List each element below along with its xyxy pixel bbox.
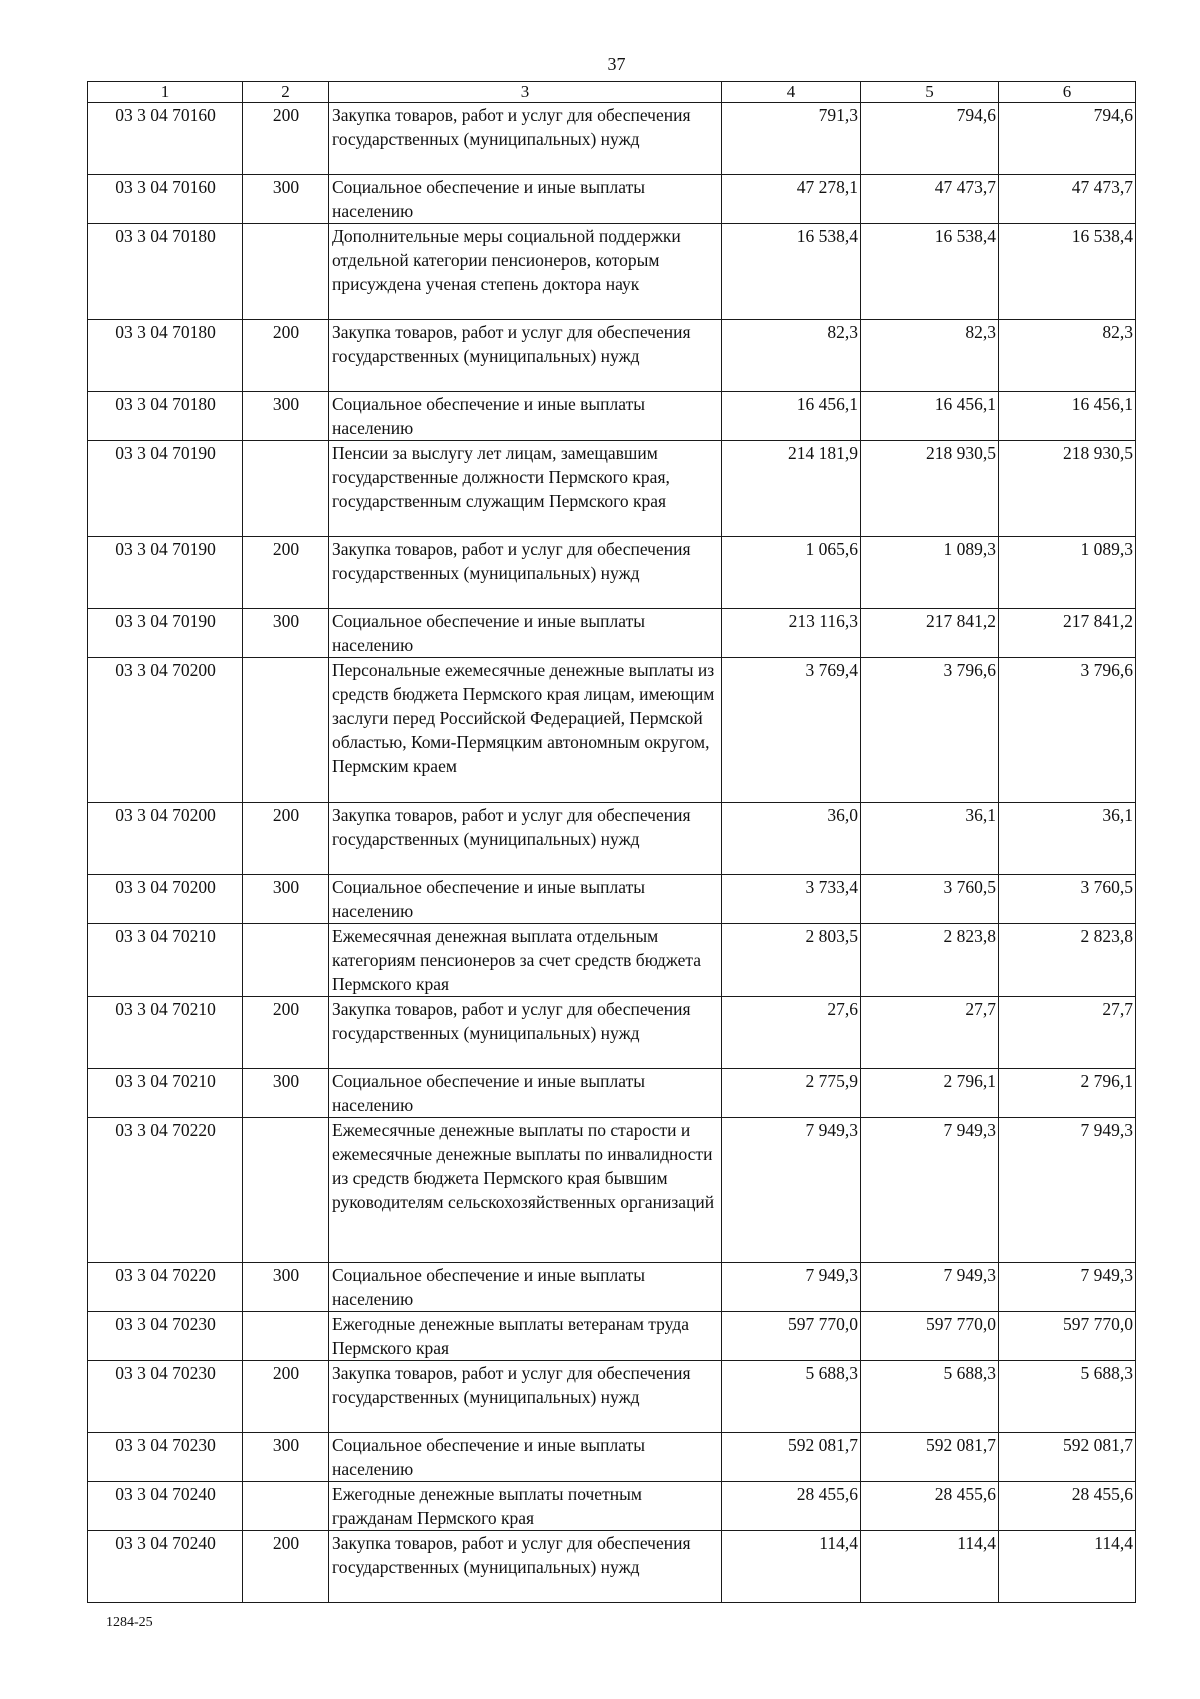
table-row bbox=[88, 1069, 1136, 1118]
cell-value-col4: 27,6 bbox=[722, 997, 861, 1069]
table-row bbox=[88, 175, 1136, 224]
cell-code: 03 3 04 70180 bbox=[88, 320, 243, 392]
cell-name: Социальное обеспечение и иные выплаты населению bbox=[329, 392, 722, 441]
table-row bbox=[88, 1312, 1136, 1361]
cell-name: Закупка товаров, работ и услуг для обеспечения государственных (муниципальных) нужд bbox=[329, 103, 722, 175]
cell-code: 03 3 04 70180 bbox=[88, 224, 243, 320]
cell-value-col6: 2 796,1 bbox=[999, 1069, 1136, 1118]
cell-name: Закупка товаров, работ и услуг для обеспечения государственных (муниципальных) нужд bbox=[329, 1361, 722, 1433]
cell-code: 03 3 04 70210 bbox=[88, 1069, 243, 1118]
cell-name: Ежегодные денежные выплаты почетным гражданам Пермского края bbox=[329, 1482, 722, 1531]
cell-value-col5: 2 823,8 bbox=[861, 924, 999, 997]
cell-type bbox=[243, 224, 329, 320]
table-body bbox=[88, 103, 1136, 1603]
cell-value-col5: 7 949,3 bbox=[861, 1118, 999, 1263]
cell-name: Персональные ежемесячные денежные выплаты из средств бюджета Пермского края лицам, имеющим заслуги перед Российской Федерацией, Пермской областью, Коми-Пермяцким автономным округом, Пермским краем bbox=[329, 658, 722, 803]
cell-value-col6: 28 455,6 bbox=[999, 1482, 1136, 1531]
cell-value-col5: 3 760,5 bbox=[861, 875, 999, 924]
cell-value-col6: 7 949,3 bbox=[999, 1118, 1136, 1263]
cell-code: 03 3 04 70200 bbox=[88, 875, 243, 924]
cell-code: 03 3 04 70160 bbox=[88, 175, 243, 224]
cell-code: 03 3 04 70210 bbox=[88, 997, 243, 1069]
cell-code: 03 3 04 70220 bbox=[88, 1118, 243, 1263]
table-row bbox=[88, 1361, 1136, 1433]
table-row bbox=[88, 1433, 1136, 1482]
table-row bbox=[88, 392, 1136, 441]
table-row bbox=[88, 441, 1136, 537]
cell-code: 03 3 04 70240 bbox=[88, 1531, 243, 1603]
table-row bbox=[88, 1531, 1136, 1603]
column-header-4: 4 bbox=[722, 82, 861, 103]
cell-value-col6: 47 473,7 bbox=[999, 175, 1136, 224]
cell-type: 300 bbox=[243, 875, 329, 924]
cell-type bbox=[243, 658, 329, 803]
cell-name: Социальное обеспечение и иные выплаты населению bbox=[329, 609, 722, 658]
cell-name: Социальное обеспечение и иные выплаты населению bbox=[329, 175, 722, 224]
cell-value-col5: 592 081,7 bbox=[861, 1433, 999, 1482]
cell-type: 300 bbox=[243, 175, 329, 224]
cell-type: 300 bbox=[243, 1263, 329, 1312]
cell-value-col5: 16 456,1 bbox=[861, 392, 999, 441]
budget-table bbox=[87, 81, 1136, 1603]
cell-name: Закупка товаров, работ и услуг для обеспечения государственных (муниципальных) нужд bbox=[329, 1531, 722, 1603]
table-row bbox=[88, 803, 1136, 875]
table-row bbox=[88, 320, 1136, 392]
cell-value-col5: 1 089,3 bbox=[861, 537, 999, 609]
table-row bbox=[88, 537, 1136, 609]
cell-value-col6: 597 770,0 bbox=[999, 1312, 1136, 1361]
cell-value-col4: 214 181,9 bbox=[722, 441, 861, 537]
cell-code: 03 3 04 70190 bbox=[88, 537, 243, 609]
cell-code: 03 3 04 70230 bbox=[88, 1361, 243, 1433]
cell-value-col6: 794,6 bbox=[999, 103, 1136, 175]
cell-value-col4: 1 065,6 bbox=[722, 537, 861, 609]
table-row bbox=[88, 924, 1136, 997]
cell-value-col5: 218 930,5 bbox=[861, 441, 999, 537]
cell-value-col4: 3 769,4 bbox=[722, 658, 861, 803]
cell-type bbox=[243, 1312, 329, 1361]
cell-type: 200 bbox=[243, 320, 329, 392]
cell-value-col4: 16 538,4 bbox=[722, 224, 861, 320]
cell-type: 300 bbox=[243, 392, 329, 441]
cell-value-col6: 217 841,2 bbox=[999, 609, 1136, 658]
cell-value-col4: 791,3 bbox=[722, 103, 861, 175]
table-row bbox=[88, 1263, 1136, 1312]
cell-value-col5: 16 538,4 bbox=[861, 224, 999, 320]
cell-value-col4: 36,0 bbox=[722, 803, 861, 875]
cell-type: 300 bbox=[243, 609, 329, 658]
cell-code: 03 3 04 70220 bbox=[88, 1263, 243, 1312]
cell-name: Ежегодные денежные выплаты ветеранам труда Пермского края bbox=[329, 1312, 722, 1361]
cell-value-col6: 3 760,5 bbox=[999, 875, 1136, 924]
cell-code: 03 3 04 70160 bbox=[88, 103, 243, 175]
cell-value-col6: 1 089,3 bbox=[999, 537, 1136, 609]
document-code: 1284-25 bbox=[106, 1615, 153, 1630]
cell-name: Закупка товаров, работ и услуг для обеспечения государственных (муниципальных) нужд bbox=[329, 320, 722, 392]
cell-type bbox=[243, 1482, 329, 1531]
cell-code: 03 3 04 70190 bbox=[88, 441, 243, 537]
cell-code: 03 3 04 70240 bbox=[88, 1482, 243, 1531]
cell-value-col6: 5 688,3 bbox=[999, 1361, 1136, 1433]
cell-name: Пенсии за выслугу лет лицам, замещавшим государственные должности Пермского края, государственным служащим Пермского края bbox=[329, 441, 722, 537]
table-row bbox=[88, 875, 1136, 924]
cell-value-col5: 5 688,3 bbox=[861, 1361, 999, 1433]
cell-value-col5: 27,7 bbox=[861, 997, 999, 1069]
cell-value-col6: 2 823,8 bbox=[999, 924, 1136, 997]
cell-code: 03 3 04 70200 bbox=[88, 803, 243, 875]
cell-name: Ежемесячная денежная выплата отдельным категориям пенсионеров за счет средств бюджета Пермского края bbox=[329, 924, 722, 997]
cell-value-col5: 7 949,3 bbox=[861, 1263, 999, 1312]
cell-name: Социальное обеспечение и иные выплаты населению bbox=[329, 1263, 722, 1312]
column-header-2: 2 bbox=[243, 82, 329, 103]
cell-type: 300 bbox=[243, 1069, 329, 1118]
cell-name: Закупка товаров, работ и услуг для обеспечения государственных (муниципальных) нужд bbox=[329, 997, 722, 1069]
cell-value-col5: 217 841,2 bbox=[861, 609, 999, 658]
cell-type: 200 bbox=[243, 537, 329, 609]
cell-name: Социальное обеспечение и иные выплаты населению bbox=[329, 1433, 722, 1482]
table-row bbox=[88, 1118, 1136, 1263]
cell-value-col5: 597 770,0 bbox=[861, 1312, 999, 1361]
cell-value-col6: 3 796,6 bbox=[999, 658, 1136, 803]
cell-value-col6: 16 538,4 bbox=[999, 224, 1136, 320]
cell-value-col4: 213 116,3 bbox=[722, 609, 861, 658]
cell-value-col5: 47 473,7 bbox=[861, 175, 999, 224]
cell-value-col4: 7 949,3 bbox=[722, 1118, 861, 1263]
table-row bbox=[88, 658, 1136, 803]
cell-code: 03 3 04 70200 bbox=[88, 658, 243, 803]
cell-name: Закупка товаров, работ и услуг для обеспечения государственных (муниципальных) нужд bbox=[329, 803, 722, 875]
table-row bbox=[88, 224, 1136, 320]
table-row bbox=[88, 1482, 1136, 1531]
cell-type: 200 bbox=[243, 1531, 329, 1603]
cell-code: 03 3 04 70210 bbox=[88, 924, 243, 997]
cell-code: 03 3 04 70230 bbox=[88, 1433, 243, 1482]
cell-value-col5: 114,4 bbox=[861, 1531, 999, 1603]
cell-name: Закупка товаров, работ и услуг для обеспечения государственных (муниципальных) нужд bbox=[329, 537, 722, 609]
cell-value-col6: 82,3 bbox=[999, 320, 1136, 392]
cell-value-col5: 3 796,6 bbox=[861, 658, 999, 803]
cell-value-col5: 28 455,6 bbox=[861, 1482, 999, 1531]
cell-name: Ежемесячные денежные выплаты по старости и ежемесячные денежные выплаты по инвалидности из средств бюджета Пермского края бывшим руководителям сельскохозяйственных организаций bbox=[329, 1118, 722, 1263]
cell-value-col4: 82,3 bbox=[722, 320, 861, 392]
cell-type bbox=[243, 441, 329, 537]
cell-value-col5: 36,1 bbox=[861, 803, 999, 875]
cell-value-col4: 7 949,3 bbox=[722, 1263, 861, 1312]
table-row bbox=[88, 997, 1136, 1069]
cell-value-col6: 7 949,3 bbox=[999, 1263, 1136, 1312]
cell-value-col6: 16 456,1 bbox=[999, 392, 1136, 441]
cell-value-col5: 82,3 bbox=[861, 320, 999, 392]
cell-value-col4: 597 770,0 bbox=[722, 1312, 861, 1361]
cell-value-col4: 114,4 bbox=[722, 1531, 861, 1603]
column-header-1: 1 bbox=[88, 82, 243, 103]
column-header-6: 6 bbox=[999, 82, 1136, 103]
cell-value-col4: 5 688,3 bbox=[722, 1361, 861, 1433]
cell-value-col6: 218 930,5 bbox=[999, 441, 1136, 537]
cell-value-col4: 592 081,7 bbox=[722, 1433, 861, 1482]
page-number: 37 bbox=[607, 54, 626, 74]
cell-type: 200 bbox=[243, 803, 329, 875]
cell-value-col6: 114,4 bbox=[999, 1531, 1136, 1603]
cell-value-col6: 27,7 bbox=[999, 997, 1136, 1069]
cell-code: 03 3 04 70190 bbox=[88, 609, 243, 658]
cell-name: Социальное обеспечение и иные выплаты населению bbox=[329, 875, 722, 924]
cell-value-col4: 2 775,9 bbox=[722, 1069, 861, 1118]
cell-code: 03 3 04 70230 bbox=[88, 1312, 243, 1361]
column-header-3: 3 bbox=[329, 82, 722, 103]
cell-name: Социальное обеспечение и иные выплаты населению bbox=[329, 1069, 722, 1118]
cell-value-col6: 36,1 bbox=[999, 803, 1136, 875]
cell-type bbox=[243, 1118, 329, 1263]
cell-type: 200 bbox=[243, 1361, 329, 1433]
cell-type: 200 bbox=[243, 103, 329, 175]
cell-value-col4: 3 733,4 bbox=[722, 875, 861, 924]
table-row bbox=[88, 103, 1136, 175]
cell-value-col6: 592 081,7 bbox=[999, 1433, 1136, 1482]
cell-type bbox=[243, 924, 329, 997]
cell-code: 03 3 04 70180 bbox=[88, 392, 243, 441]
table-header-row bbox=[88, 82, 1136, 103]
cell-value-col4: 28 455,6 bbox=[722, 1482, 861, 1531]
cell-value-col5: 794,6 bbox=[861, 103, 999, 175]
cell-value-col4: 2 803,5 bbox=[722, 924, 861, 997]
cell-type: 200 bbox=[243, 997, 329, 1069]
table-row bbox=[88, 609, 1136, 658]
cell-name: Дополнительные меры социальной поддержки отдельной категории пенсионеров, которым присуждена ученая степень доктора наук bbox=[329, 224, 722, 320]
column-header-5: 5 bbox=[861, 82, 999, 103]
cell-type: 300 bbox=[243, 1433, 329, 1482]
cell-value-col5: 2 796,1 bbox=[861, 1069, 999, 1118]
cell-value-col4: 47 278,1 bbox=[722, 175, 861, 224]
cell-value-col4: 16 456,1 bbox=[722, 392, 861, 441]
